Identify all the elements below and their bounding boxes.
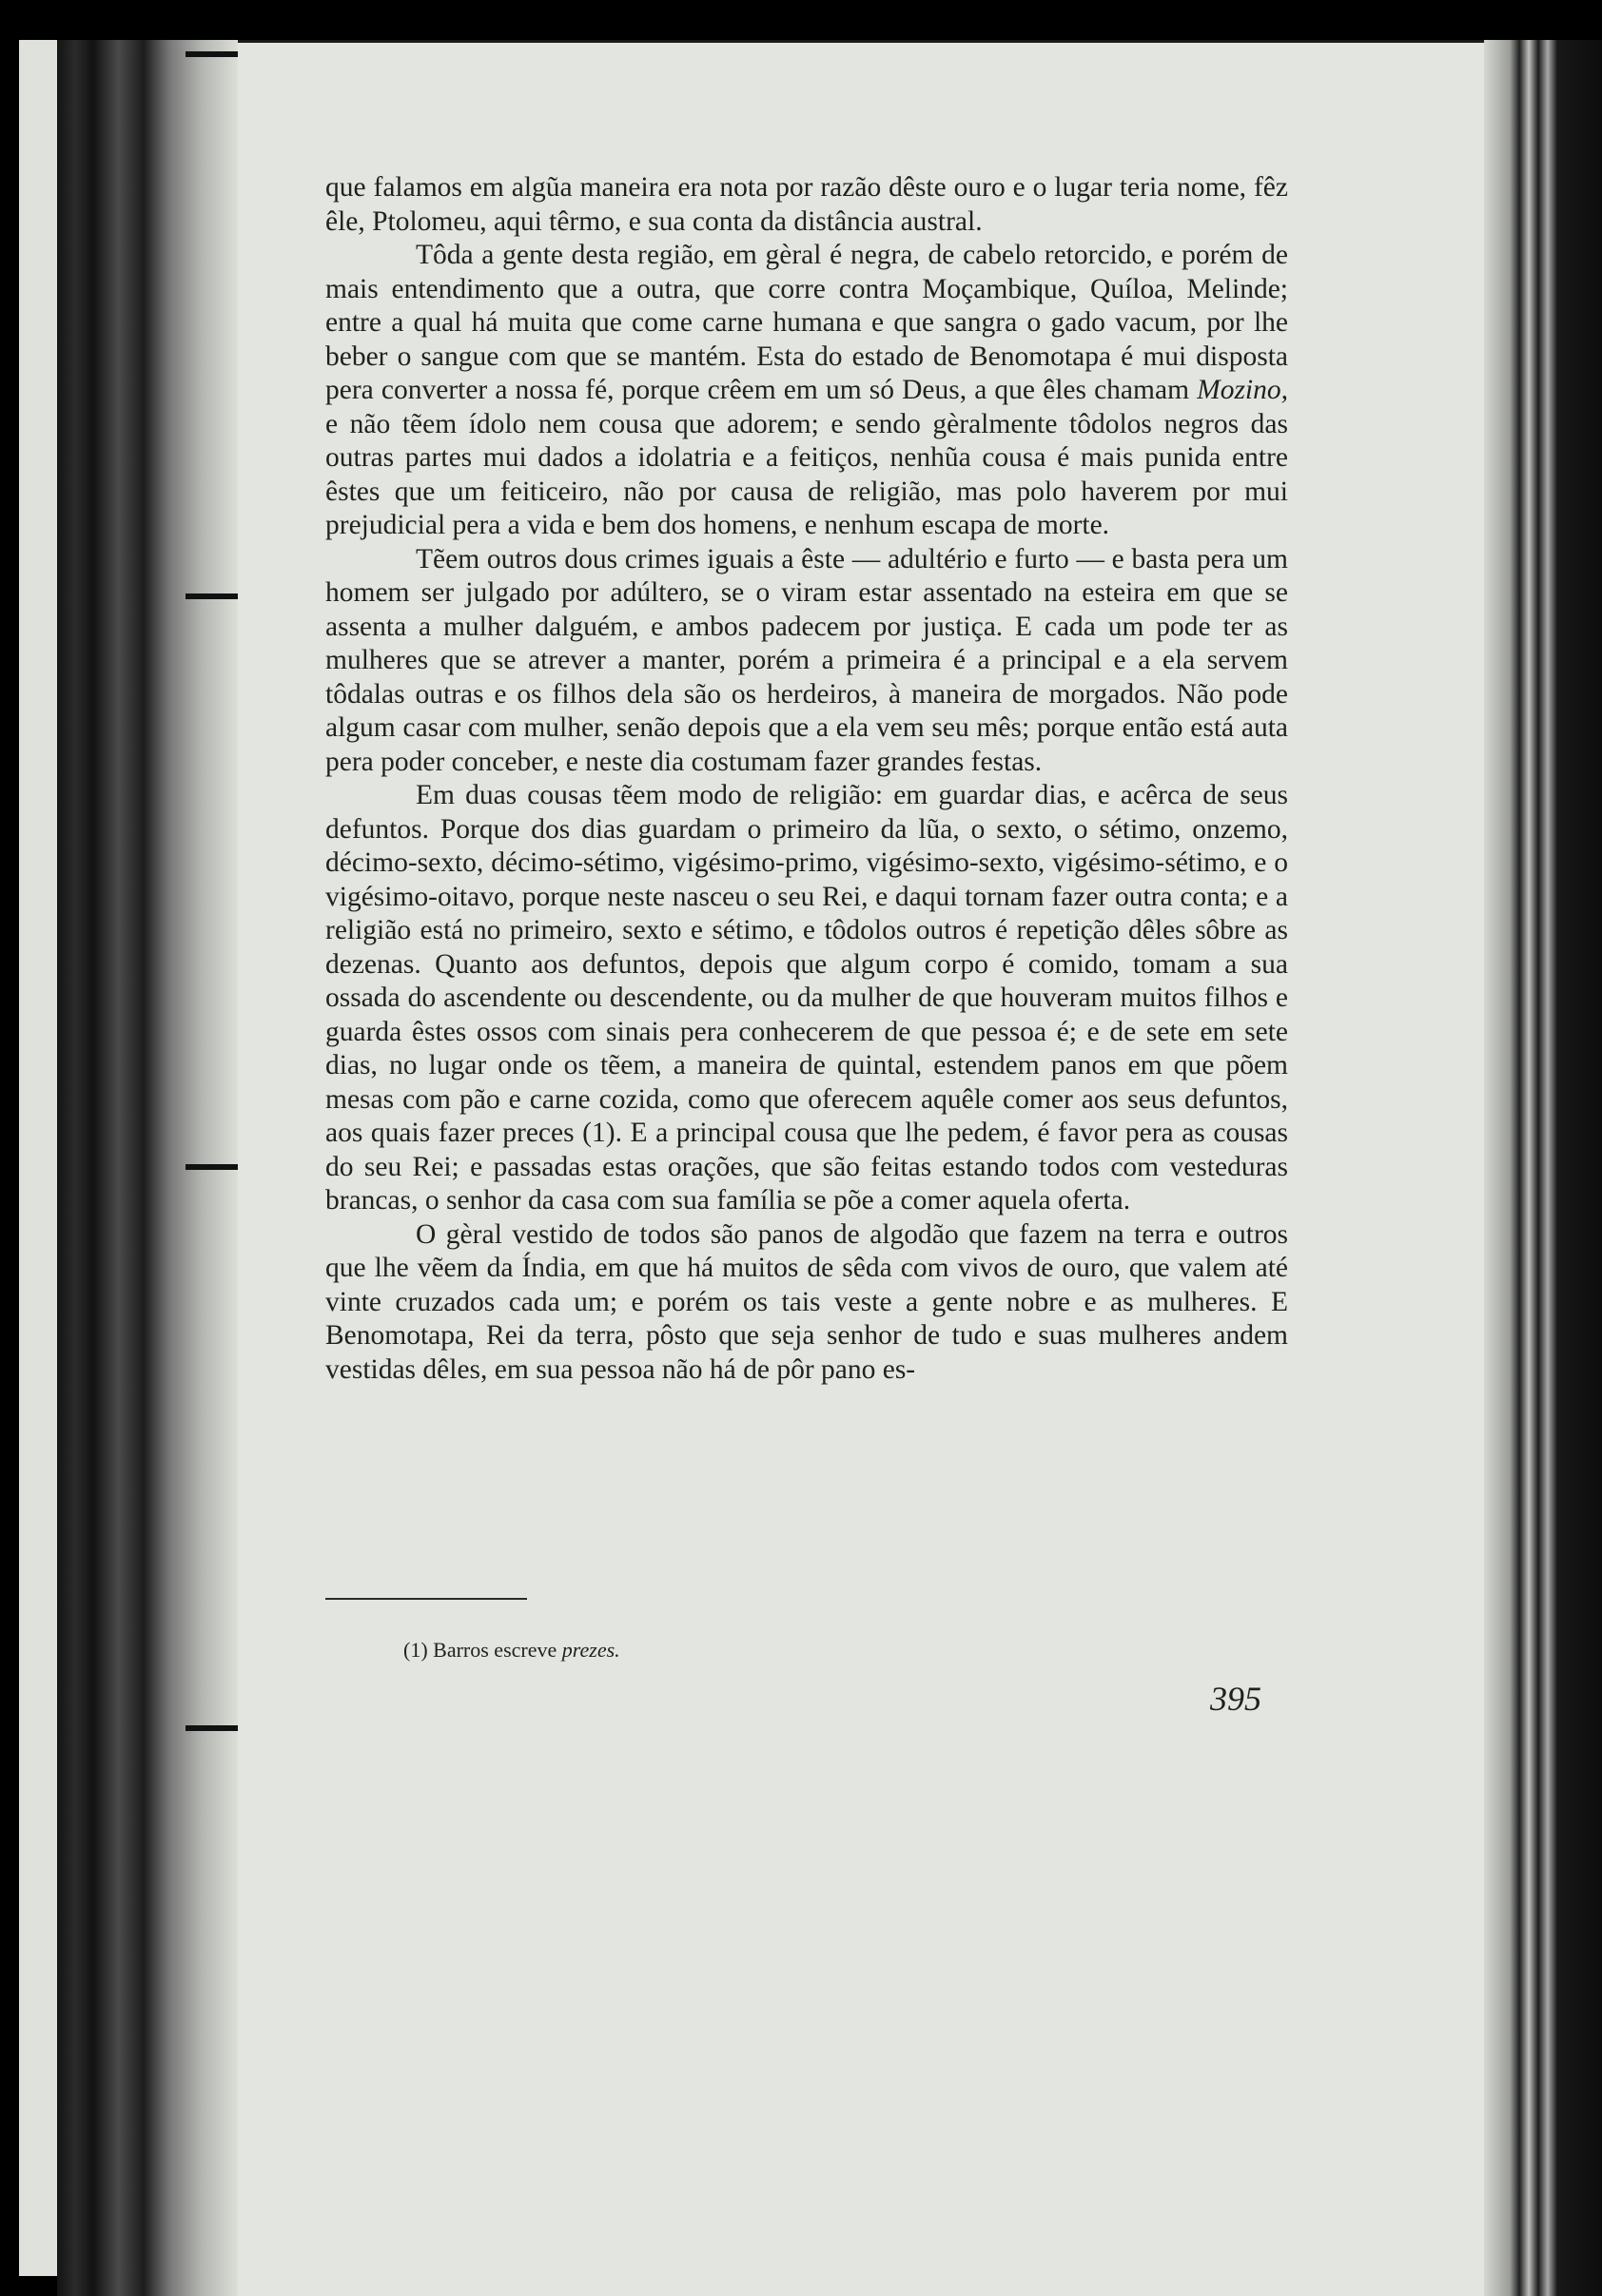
footnote-italic: prezes.	[561, 1638, 620, 1662]
page-right-edge	[1484, 40, 1602, 2296]
binding-stitch	[186, 51, 238, 57]
binding-stitch	[186, 593, 238, 599]
paragraph: Em duas cousas tẽem modo de religião: em guardar dias, e acêrca de seus defuntos. Porque dos dias guardam o primeiro da lũa, o sexto, o sétimo, onzemo, décimo-sexto, décimo-sétimo, vigésimo-primo, vigésimo-sexto, vigésimo-sétimo, e o vigésimo-oitavo, porque neste nasceu o seu Rei, e daqui tornam fazer outra conta; e a religião está no primeiro, sexto e sétimo, e tôdolos outros é repetição dêles sôbre as dezenas. Quanto aos defuntos, depois que algum corpo é comido, tomam a sua ossada do ascendente ou descendente, ou da mulher de que houveram muitos filhos e guarda êstes ossos com sinais pera conhecerem de que pessoa é; e de sete em sete dias, no lugar onde os tẽem, a maneira de quintal, estendem panos em que põem mesas com pão e carne cozida, como que oferecem aquêle comer aos seus defuntos, aos quais fazer preces (1). E a principal cousa que lhe pedem, é favor pera as cousas do seu Rei; e passadas estas orações, que são feitas estando todos com vesteduras brancas, o senhor da casa com sua família se põe a comer aquela oferta.	[325, 780, 1288, 1216]
top-edge-rule	[171, 40, 1570, 43]
book-binding	[57, 40, 238, 2296]
footnote-text: (1) Barros escreve	[403, 1638, 562, 1662]
footnote	[403, 1638, 620, 1663]
paragraph-text: Tôda a gente desta região, em gèral é negra, de cabelo retorcido, e porém de mais entendimento que a outra, que corre contra Moçambique, Quíloa, Melinde; entre a qual há muita que come carne humana e que sangra o gado vacum, por lhe beber o sangue com que se mantém. Esta do estado de Benomotapa é mui disposta pera converter a nossa fé, porque crêem em um só Deus, a que êles chamam	[325, 240, 1288, 405]
binding-stitch	[186, 1725, 238, 1731]
binding-stitch	[186, 1164, 238, 1170]
paragraph	[325, 239, 1288, 543]
paragraph-text: e não tẽem ídolo nem cousa que adorem; e sendo gèralmente tôdolos negros das outras partes mui dados a idolatria e a feitiços, nenhũa cousa é mais punida entre êstes que um feiticeiro, não por causa de religião, mas polo haverem por mui prejudicial pera a vida e bem dos homens, e nenhum escapa de morte.	[325, 408, 1288, 540]
footnote-rule	[325, 1598, 527, 1600]
paragraph: Tẽem outros dous crimes iguais a êste — adultério e furto — e basta pera um homem ser julgado por adúltero, se o viram estar assentado na esteira em que se assenta a mulher dalguém, e ambos padecem por justiça. E cada um pode ter as mulheres que se atrever a manter, porém a primeira é a principal e a ela servem tôdalas outras e os filhos dela são os herdeiros, à maneira de morgados. Não pode algum casar com mulher, senão depois que a ela vem seu mês; porque então está auta pera poder conceber, e neste dia costumam fazer grandes festas.	[325, 543, 1288, 777]
page-number: 395	[1210, 1680, 1261, 1718]
paragraph: que falamos em algũa maneira era nota por razão dêste ouro e o lugar teria nome, fêz êle, Ptolomeu, aqui têrmo, e sua conta da distância austral.	[325, 172, 1288, 237]
italic-word: Mozino,	[1197, 375, 1288, 405]
paragraph: O gèral vestido de todos são panos de algodão que fazem na terra e outros que lhe vẽem da Índia, em que há muitos de sêda com vivos de ouro, que valem até vinte cruzados cada um; e porém os tais veste a gente nobre e as mulheres. E Benomotapa, Rei da terra, pôsto que seja senhor de tudo e suas mulheres andem vestidas dêles, em sua pessoa não há de pôr pano es-	[325, 1218, 1288, 1385]
body-text	[325, 171, 1288, 1387]
